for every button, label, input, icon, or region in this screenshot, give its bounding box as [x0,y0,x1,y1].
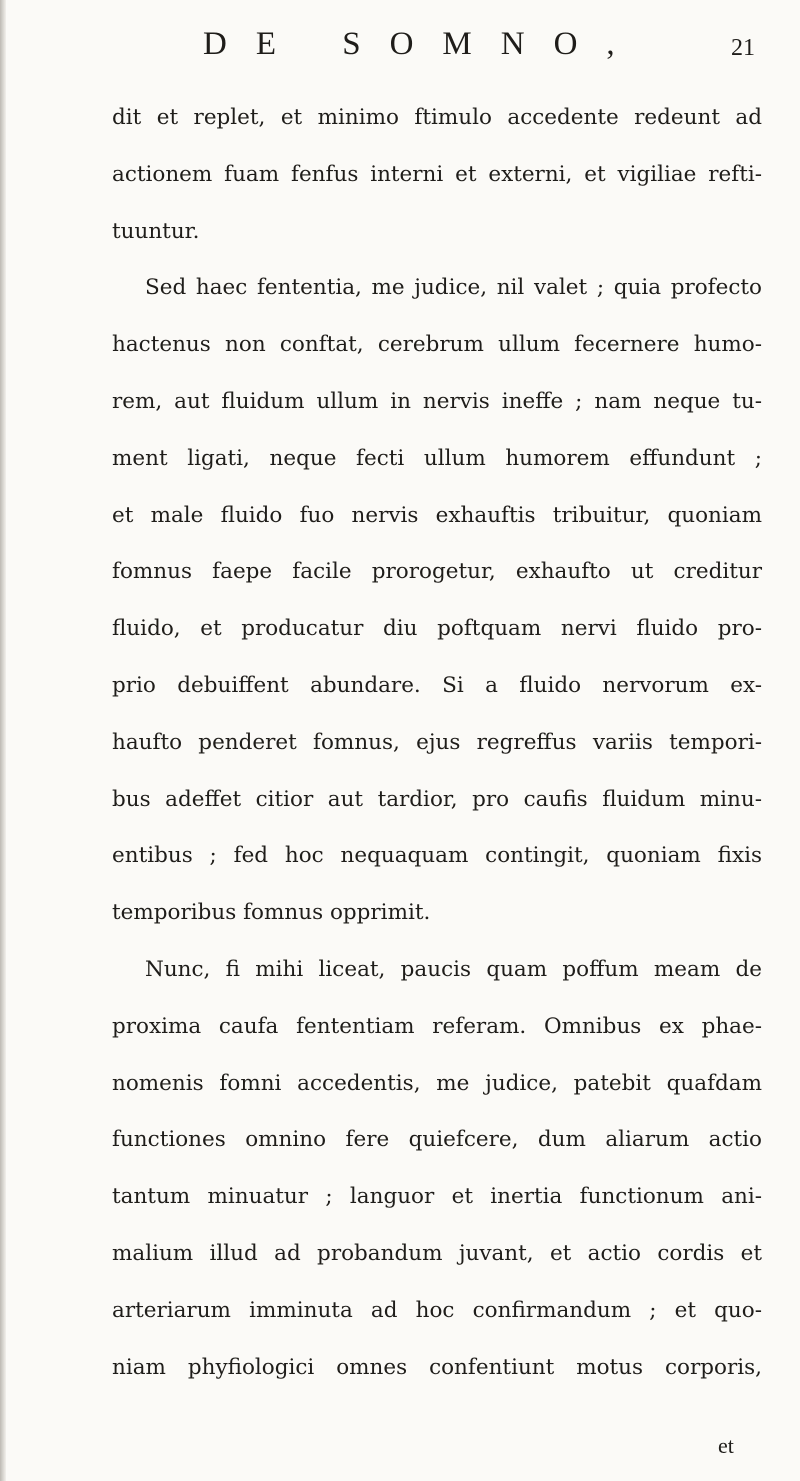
catchword: et [718,1433,734,1458]
text-line: malium illud ad probandum juvant, et actio cordis et [112,1240,762,1266]
text-line: prio debuiffent abundare. Si a fluido nervorum ex- [112,672,762,698]
text-line: niam phyfiologici omnes confentiunt motus corporis, [112,1354,762,1380]
text-line: hactenus non conftat, cerebrum ullum fecernere humo- [112,332,762,358]
paragraph-first-line: Nunc, fi mihi liceat, paucis quam poffum meam de [145,956,762,982]
text-line: fluido, et producatur diu poftquam nervi fluido pro- [112,616,762,642]
catchword-line [0,1421,800,1471]
running-head-title: DE SOMNO, [203,26,644,62]
text-line: tuuntur. [112,218,200,244]
text-line: arteriarum imminuta ad hoc confirmandum ; et quo- [112,1297,762,1323]
binding-edge [0,0,6,1481]
text-line: functiones omnino fere quiefcere, dum aliarum actio [112,1127,762,1153]
text-line: haufto penderet fomnus, ejus regreffus variis tempori- [112,729,762,755]
text-line: proxima caufa fententiam referam. Omnibus ex phae- [112,1013,762,1039]
page-number: 21 [731,35,755,61]
text-line: dit et replet, et minimo ftimulo accedente redeunt ad [112,105,762,130]
text-line: temporibus fomnus opprimit. [112,900,431,926]
running-head [0,14,800,74]
text-line: bus adeffet citior aut tardior, pro caufis fluidum minu- [112,786,762,812]
text-line: entibus ; fed hoc nequaquam contingit, quoniam fixis [112,843,762,869]
text-line: ment ligati, neque fecti ullum humorem effundunt ; [112,445,762,471]
text-line: rem, aut fluidum ullum in nervis ineffe ; nam neque tu- [112,388,762,414]
text-line: fomnus faepe facile prorogetur, exhaufto ut creditur [112,559,762,585]
text-line: tantum minuatur ; languor et inertia functionum ani- [112,1184,762,1210]
body-text [112,90,762,1396]
text-line: et male fluido fuo nervis exhauftis tribuitur, quoniam [112,502,762,528]
paragraph-first-line: Sed haec fententia, me judice, nil valet ; quia profecto [145,275,762,301]
text-line: nomenis fomni accedentis, me judice, patebit quafdam [112,1070,762,1096]
text-line: actionem fuam fenfus interni et externi, et vigiliae refti- [112,161,762,187]
